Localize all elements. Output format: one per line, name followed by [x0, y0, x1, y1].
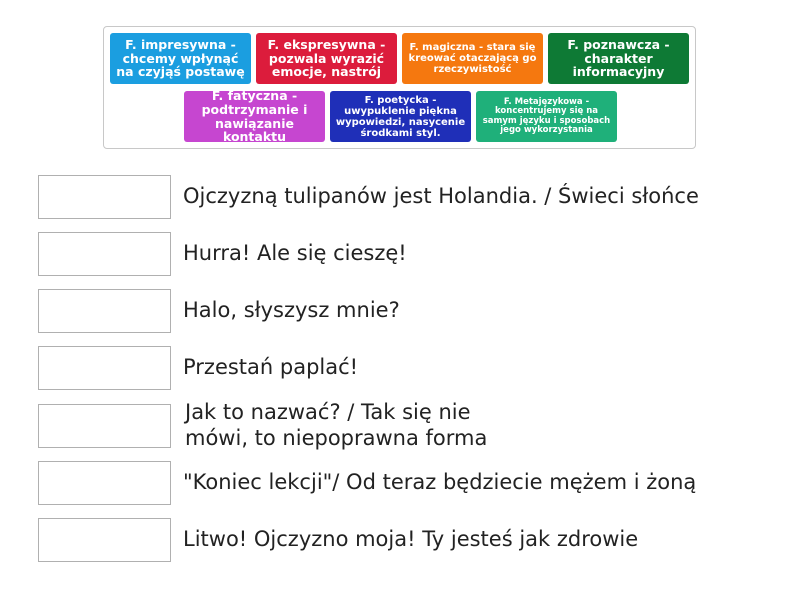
tile-metajezykowa[interactable]: F. Metajęzykowa - koncentrujemy się na samym języku i sposobach jego wykorzystania — [476, 91, 617, 142]
tile-poetycka[interactable]: F. poetycka - uwypuklenie piękna wypowiedzi, nasycenie środkami styl. — [330, 91, 471, 142]
drop-box-1[interactable] — [38, 175, 171, 219]
tile-poznawcza[interactable]: F. poznawcza - charakter informacyjny — [548, 33, 689, 84]
drop-box-7[interactable] — [38, 518, 171, 562]
tile-impresywna[interactable]: F. impresywna -chcemy wpłynąć na czyjąś postawę — [110, 33, 251, 84]
drop-box-2[interactable] — [38, 232, 171, 276]
row-label-2: Hurra! Ale się cieszę! — [183, 241, 407, 265]
row-label-3: Halo, słyszysz mnie? — [183, 298, 400, 322]
row-label-4: Przestań paplać! — [183, 355, 359, 379]
tile-fatyczna[interactable]: F. fatyczna - podtrzymanie i nawiązanie kontaktu — [184, 91, 325, 142]
drop-box-5[interactable] — [38, 404, 171, 448]
row-label-6: "Koniec lekcji"/ Od teraz będziecie mężem i żoną — [183, 470, 697, 494]
drop-box-4[interactable] — [38, 346, 171, 390]
row-label-1: Ojczyzną tulipanów jest Holandia. / Świeci słońce — [183, 184, 699, 208]
row-label-5: Jak to nazwać? / Tak się nie mówi, to niepoprawna forma — [185, 400, 488, 450]
drop-box-6[interactable] — [38, 461, 171, 505]
tile-magiczna[interactable]: F. magiczna - stara się kreować otaczającą go rzeczywistość — [402, 33, 543, 84]
drop-box-3[interactable] — [38, 289, 171, 333]
row-label-7: Litwo! Ojczyzno moja! Ty jesteś jak zdrowie — [183, 527, 639, 551]
tile-ekspresywna[interactable]: F. ekspresywna -pozwala wyrazić emocje, nastrój — [256, 33, 397, 84]
